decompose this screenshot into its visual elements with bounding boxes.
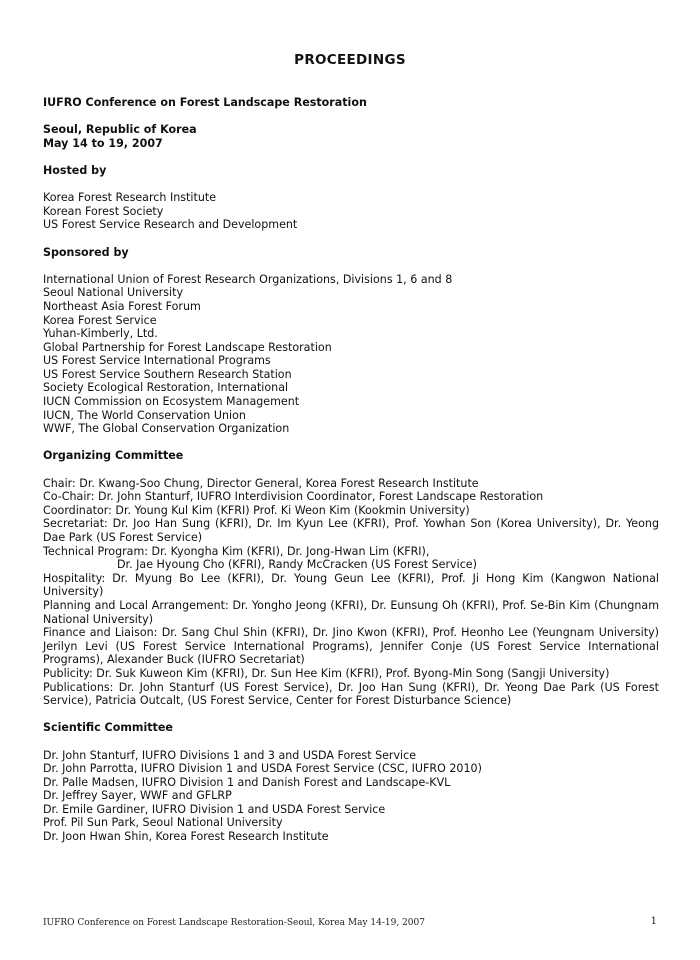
sponsor-item: IUCN Commission on Ecosystem Management bbox=[43, 395, 300, 409]
conference-name: IUFRO Conference on Forest Landscape Restoration bbox=[43, 96, 367, 109]
organizing-chair: Chair: Dr. Kwang-Soo Chung, Director General, Korea Forest Research Institute bbox=[43, 476, 479, 490]
scientific-item: Dr. Palle Madsen, IUFRO Division 1 and Danish Forest and Landscape-KVL bbox=[43, 775, 451, 789]
page-title: PROCEEDINGS bbox=[294, 52, 406, 68]
conference-location: Seoul, Republic of Korea bbox=[43, 123, 197, 137]
scientific-item: Dr. John Parrotta, IUFRO Division 1 and USDA Forest Service (CSC, IUFRO 2010) bbox=[43, 762, 482, 776]
organizing-planning: Planning and Local Arrangement: Dr. Yongho Jeong (KFRI), Dr. Eunsung Oh (KFRI), Prof. Se-Bin Kim (Chungnam National University) bbox=[43, 598, 659, 626]
document-body bbox=[43, 96, 659, 844]
conference-dates: May 14 to 19, 2007 bbox=[43, 136, 163, 150]
hosted-item: US Forest Service Research and Development bbox=[43, 218, 298, 232]
organizing-hospitality: Hospitality: Dr. Myung Bo Lee (KFRI), Dr. Young Geun Lee (KFRI), Prof. Ji Hong Kim (Kangwon National University) bbox=[43, 571, 659, 599]
scientific-item: Dr. John Stanturf, IUFRO Divisions 1 and 3 and USDA Forest Service bbox=[43, 748, 417, 762]
sponsor-item: Northeast Asia Forest Forum bbox=[43, 299, 201, 313]
scientific-item: Dr. Jeffrey Sayer, WWF and GFLRP bbox=[43, 789, 232, 803]
sponsor-item: Korea Forest Service bbox=[43, 313, 157, 327]
footer-text: IUFRO Conference on Forest Landscape Restoration-Seoul, Korea May 14-19, 2007 bbox=[43, 918, 425, 928]
hosted-item: Korean Forest Society bbox=[43, 204, 164, 218]
organizing-cochair: Co-Chair: Dr. John Stanturf, IUFRO Interdivision Coordinator, Forest Landscape Restoration bbox=[43, 490, 544, 504]
sponsored-heading: Sponsored by bbox=[43, 245, 129, 259]
hosted-item: Korea Forest Research Institute bbox=[43, 191, 217, 205]
scientific-item: Dr. Emile Gardiner, IUFRO Division 1 and USDA Forest Service bbox=[43, 802, 386, 816]
sponsor-item: International Union of Forest Research Organizations, Divisions 1, 6 and 8 bbox=[43, 272, 453, 286]
sponsor-item: US Forest Service Southern Research Station bbox=[43, 367, 292, 381]
organizing-finance: Finance and Liaison: Dr. Sang Chul Shin (KFRI), Dr. Jino Kwon (KFRI), Prof. Heonho Lee (Yeungnam University) Jerilyn Levi (US Forest Service International Programs), Jennifer Conje (US Forest Service International Programs), Alexander Buck (IUFRO Secretariat) bbox=[43, 626, 659, 667]
organizing-heading: Organizing Committee bbox=[43, 449, 184, 463]
sponsor-item: Seoul National University bbox=[43, 286, 184, 300]
sponsor-item: US Forest Service International Programs bbox=[43, 354, 271, 368]
sponsor-item: IUCN, The World Conservation Union bbox=[43, 408, 246, 422]
organizing-technical: Technical Program: Dr. Kyongha Kim (KFRI), Dr. Jong-Hwan Lim (KFRI), bbox=[43, 544, 430, 558]
organizing-publications: Publications: Dr. John Stanturf (US Forest Service), Dr. Joo Han Sung (KFRI), Dr. Yeong Dae Park (US Forest Service), Patricia Outcalt, (US Forest Service, Center for Forest Disturbance Science) bbox=[43, 680, 659, 708]
scientific-item: Dr. Joon Hwan Shin, Korea Forest Research Institute bbox=[43, 830, 329, 844]
organizing-technical-cont: Dr. Jae Hyoung Cho (KFRI), Randy McCracken (US Forest Service) bbox=[117, 558, 477, 572]
sponsor-item: WWF, The Global Conservation Organization bbox=[43, 422, 290, 436]
sponsor-item: Yuhan-Kimberly, Ltd. bbox=[43, 327, 158, 341]
organizing-coordinator: Coordinator: Dr. Young Kul Kim (KFRI) Prof. Ki Weon Kim (Kookmin University) bbox=[43, 503, 470, 517]
sponsor-item: Society Ecological Restoration, International bbox=[43, 381, 289, 395]
organizing-publicity: Publicity: Dr. Suk Kuweon Kim (KFRI), Dr. Sun Hee Kim (KFRI), Prof. Byong-Min Song (Sangji University) bbox=[43, 666, 610, 680]
scientific-item: Prof. Pil Sun Park, Seoul National University bbox=[43, 816, 283, 830]
scientific-heading: Scientific Committee bbox=[43, 721, 173, 735]
page-number: 1 bbox=[650, 916, 657, 927]
sponsor-item: Global Partnership for Forest Landscape Restoration bbox=[43, 340, 332, 354]
hosted-heading: Hosted by bbox=[43, 163, 107, 177]
organizing-secretariat: Secretariat: Dr. Joo Han Sung (KFRI), Dr. Im Kyun Lee (KFRI), Prof. Yowhan Son (Korea University), Dr. Yeong Dae Park (US Forest Service) bbox=[43, 517, 659, 544]
page-footer bbox=[43, 918, 657, 928]
